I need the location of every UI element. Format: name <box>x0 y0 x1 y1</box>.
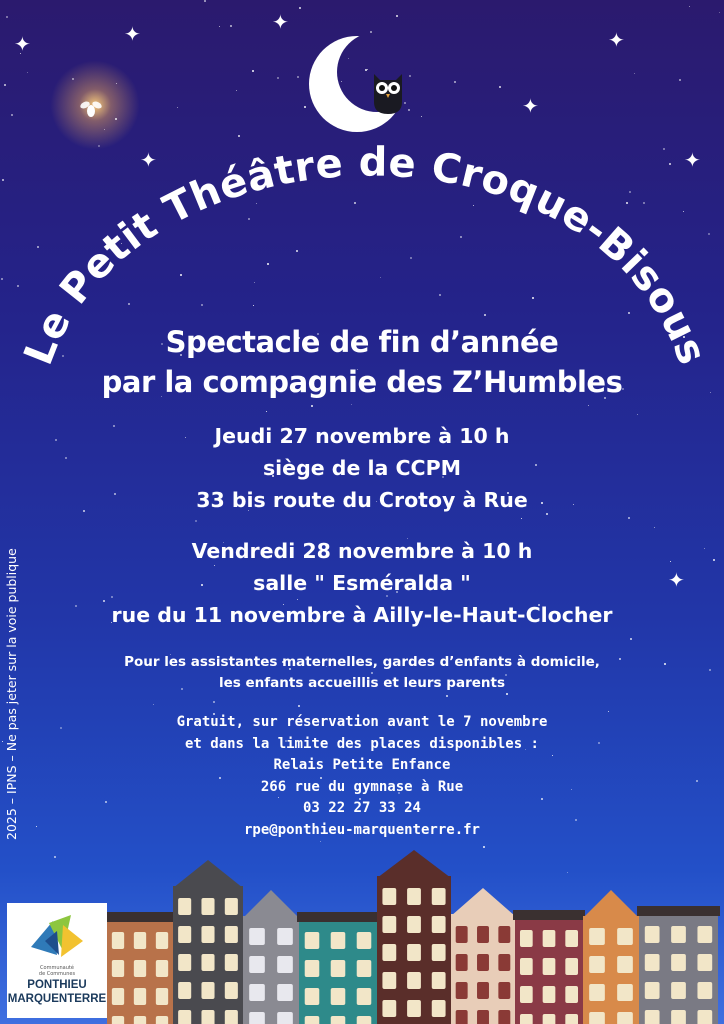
house-window <box>305 988 320 1005</box>
house-window <box>456 926 468 943</box>
house <box>243 890 299 1024</box>
side-note: 2025 – IPNS – Ne pas jeter sur la voie publique <box>4 548 19 840</box>
house <box>173 860 243 1024</box>
reservation-phone: 03 22 27 33 24 <box>302 800 421 816</box>
house-window <box>134 1016 146 1024</box>
house-window <box>331 988 346 1005</box>
house-window <box>645 1010 660 1024</box>
star-icon: ✦ <box>608 28 625 52</box>
star-dot <box>628 517 630 519</box>
house-window <box>277 956 293 973</box>
house-window <box>357 932 372 949</box>
ccpm-logo <box>7 903 107 1018</box>
poster-title: Le Petit Théâtre de Croque-Bisous <box>15 139 716 372</box>
house-window <box>225 1010 238 1024</box>
house-window <box>520 930 533 947</box>
audience <box>0 652 724 694</box>
house-window <box>543 930 556 947</box>
house-window <box>543 986 556 1003</box>
reservation-email: rpe@ponthieu-marquenterre.fr <box>243 821 480 838</box>
house-window <box>156 988 168 1005</box>
house-window <box>178 954 191 971</box>
logo-name <box>7 978 107 1006</box>
audience-line-1: Pour les assistantes maternelles, gardes d’enfants à domicile, <box>124 654 600 670</box>
house-window <box>249 956 265 973</box>
house-window <box>456 954 468 971</box>
house-window <box>432 916 446 933</box>
house-window <box>589 984 605 1001</box>
reservation-line-2: et dans la limite des places disponibles : <box>184 735 539 752</box>
house-window <box>520 958 533 975</box>
event-2-place: salle " Esméralda " <box>253 571 471 595</box>
event-1-place: siège de la CCPM <box>262 456 462 480</box>
house-window <box>520 1014 533 1024</box>
house-window <box>201 954 214 971</box>
reservation-info <box>0 712 724 841</box>
star-icon: ✦ <box>522 94 539 118</box>
reservation-address: 266 rue du gymnase à Rue <box>260 778 464 795</box>
house-window <box>407 972 421 989</box>
house <box>583 890 639 1024</box>
house-window <box>201 898 214 915</box>
house-window <box>697 1010 712 1024</box>
house-window <box>498 982 510 999</box>
house-window <box>477 1010 489 1024</box>
house-window <box>477 926 489 943</box>
house-window <box>617 1012 633 1024</box>
house-window <box>645 982 660 999</box>
house-window <box>432 1000 446 1017</box>
house-window <box>697 982 712 999</box>
house-window <box>277 928 293 945</box>
house-window <box>697 926 712 943</box>
reservation-organizer: Relais Petite Enfance <box>273 757 451 773</box>
house <box>377 850 451 1024</box>
house <box>513 910 585 1024</box>
house <box>451 888 515 1024</box>
event-1-date: Jeudi 27 novembre à 10 h <box>214 424 510 448</box>
house-window <box>134 932 146 949</box>
logo-subtitle-line-1: Communauté <box>40 965 74 971</box>
house-window <box>520 986 533 1003</box>
house-window <box>331 960 346 977</box>
house <box>637 906 720 1024</box>
house-window <box>225 898 238 915</box>
house-window <box>565 930 578 947</box>
house <box>297 912 379 1024</box>
event-2-address: rue du 11 novembre à Ailly-le-Haut-Clocher <box>111 603 613 627</box>
house-window <box>589 928 605 945</box>
logo-emblem-icon <box>27 911 87 963</box>
house-window <box>432 888 446 905</box>
house-window <box>305 960 320 977</box>
house-window <box>543 1014 556 1024</box>
house-window <box>671 954 686 971</box>
house-window <box>357 960 372 977</box>
house-window <box>178 898 191 915</box>
house-window <box>382 916 396 933</box>
house-window <box>225 926 238 943</box>
house-window <box>178 982 191 999</box>
star-icon: ✦ <box>272 10 289 34</box>
house-window <box>589 956 605 973</box>
logo-subtitle-line-2: de Communes <box>38 971 76 977</box>
house-window <box>277 984 293 1001</box>
house-window <box>671 982 686 999</box>
star-icon: ✦ <box>124 22 141 46</box>
house-window <box>112 960 124 977</box>
subtitle <box>0 322 724 402</box>
star-dot <box>654 527 655 528</box>
house-window <box>156 960 168 977</box>
house-window <box>249 928 265 945</box>
house-window <box>134 988 146 1005</box>
house-window <box>357 1016 372 1024</box>
house-window <box>382 972 396 989</box>
houses-illustration <box>0 840 724 1024</box>
house-window <box>112 988 124 1005</box>
house-window <box>277 1012 293 1024</box>
star-dot <box>153 704 154 705</box>
star-dot <box>298 705 300 707</box>
house-window <box>201 982 214 999</box>
house-window <box>477 982 489 999</box>
house-window <box>432 972 446 989</box>
house-window <box>178 1010 191 1024</box>
event-2-date: Vendredi 28 novembre à 10 h <box>191 539 533 563</box>
logo-subtitle <box>7 965 107 977</box>
star-dot <box>446 695 448 697</box>
subtitle-line-2: par la compagnie des Z’Humbles <box>101 365 623 399</box>
house-window <box>201 1010 214 1024</box>
house-window <box>498 926 510 943</box>
event-1-address: 33 bis route du Crotoy à Rue <box>196 488 528 512</box>
house-window <box>225 982 238 999</box>
house-window <box>498 1010 510 1024</box>
house-window <box>671 1010 686 1024</box>
house-window <box>249 1012 265 1024</box>
house-window <box>305 1016 320 1024</box>
house-window <box>565 958 578 975</box>
star-icon: ✦ <box>14 32 31 56</box>
house-window <box>543 958 556 975</box>
house-window <box>201 926 214 943</box>
house-window <box>225 954 238 971</box>
house-window <box>617 956 633 973</box>
house-window <box>456 982 468 999</box>
star-dot <box>521 518 522 519</box>
star-icon: ✦ <box>140 148 157 172</box>
star-dot <box>195 520 197 522</box>
house-window <box>249 984 265 1001</box>
star-dot <box>213 701 215 703</box>
house-window <box>156 1016 168 1024</box>
house-window <box>498 954 510 971</box>
house-window <box>357 988 372 1005</box>
star-icon: ✦ <box>684 148 701 172</box>
house-window <box>645 926 660 943</box>
house-window <box>112 932 124 949</box>
house-window <box>589 1012 605 1024</box>
house-window <box>407 1000 421 1017</box>
house <box>105 912 175 1024</box>
house-window <box>477 954 489 971</box>
house-window <box>382 1000 396 1017</box>
house-window <box>565 986 578 1003</box>
house-window <box>382 888 396 905</box>
house-window <box>565 1014 578 1024</box>
house-window <box>156 932 168 949</box>
house-window <box>697 954 712 971</box>
house-window <box>617 984 633 1001</box>
star-dot <box>630 638 632 640</box>
house-window <box>671 926 686 943</box>
house-window <box>305 932 320 949</box>
event-1 <box>0 420 724 516</box>
house-window <box>382 944 396 961</box>
event-2 <box>0 535 724 631</box>
house-window <box>112 1016 124 1024</box>
logo-name-line-1: PONTHIEU <box>27 979 87 991</box>
house-window <box>407 944 421 961</box>
house-window <box>331 1016 346 1024</box>
house-window <box>134 960 146 977</box>
subtitle-line-1: Spectacle de fin d’année <box>165 325 559 359</box>
house-window <box>407 916 421 933</box>
star-icon: ✦ <box>668 568 685 592</box>
house-window <box>645 954 660 971</box>
house-window <box>407 888 421 905</box>
house-window <box>331 932 346 949</box>
house-window <box>178 926 191 943</box>
logo-name-line-2: MARQUENTERRE <box>7 993 107 1005</box>
reservation-line-1: Gratuit, sur réservation avant le 7 novembre <box>176 714 548 730</box>
house-window <box>432 944 446 961</box>
house-window <box>456 1010 468 1024</box>
audience-line-2: les enfants accueillis et leurs parents <box>219 675 505 691</box>
house-window <box>617 928 633 945</box>
